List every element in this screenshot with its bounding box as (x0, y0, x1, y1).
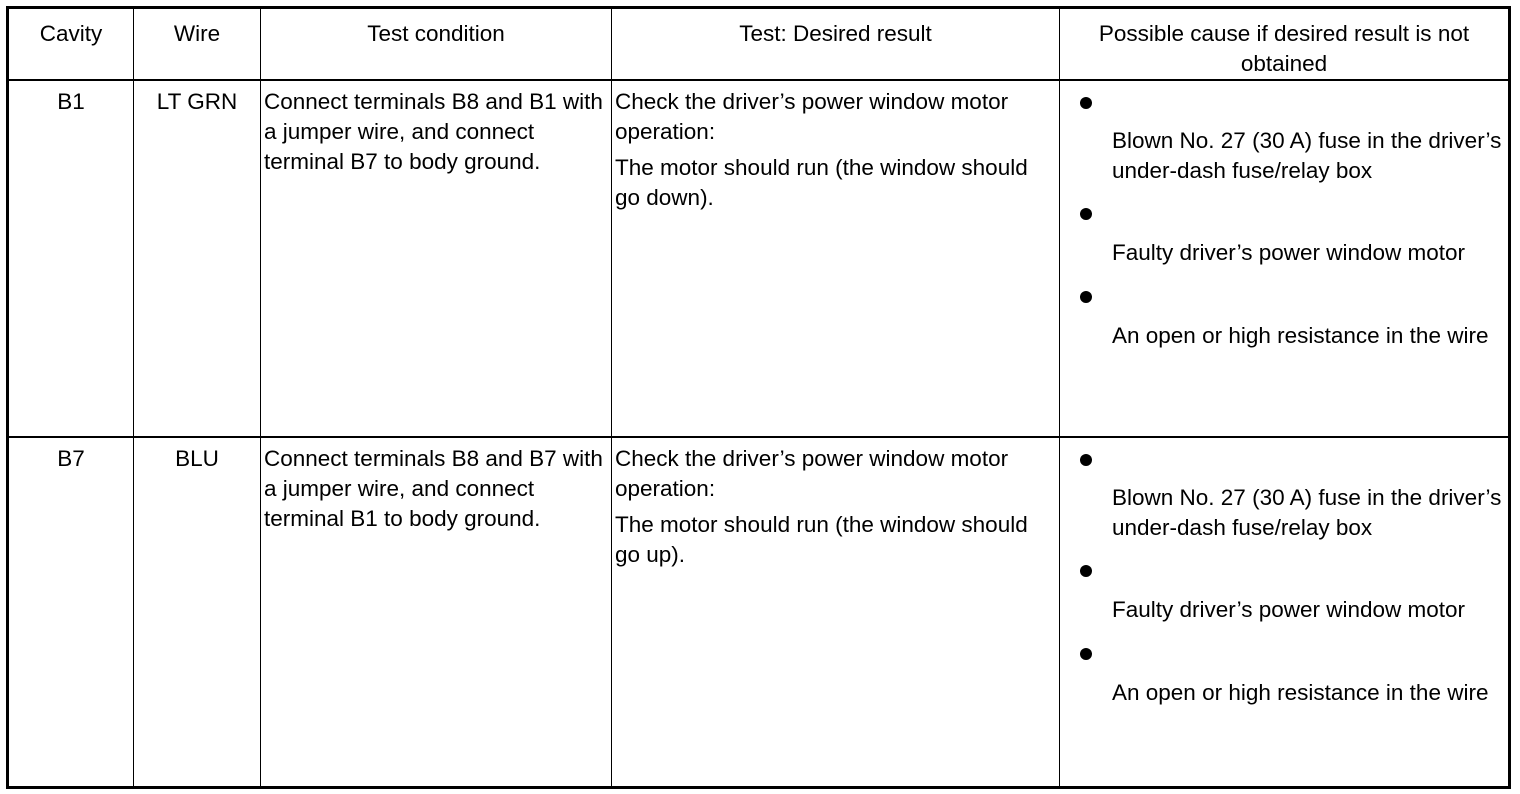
bullet-icon (1060, 638, 1508, 668)
test-condition-cell (261, 437, 612, 788)
header-row (8, 8, 1510, 81)
list-item (1060, 555, 1508, 625)
cavity-cell: B7 (8, 437, 134, 788)
cause-list (1060, 438, 1508, 708)
table-row (8, 437, 1510, 788)
cause-text: An open or high resistance in the wire (1112, 323, 1489, 348)
header-wire: Wire (134, 8, 261, 81)
table-row (8, 80, 1510, 437)
possible-cause-cell (1060, 437, 1510, 788)
cause-text: Faulty driver’s power window motor (1112, 597, 1466, 622)
list-item (1060, 87, 1508, 186)
bullet-icon (1060, 87, 1508, 117)
desired-result-cell (612, 437, 1060, 788)
cause-text: Faulty driver’s power window motor (1112, 240, 1466, 265)
test-condition-cell (261, 80, 612, 437)
wire-color-cell: LT GRN (134, 80, 261, 437)
diagnostic-table (6, 6, 1511, 789)
bullet-icon (1060, 555, 1508, 585)
header-test-condition: Test condition (261, 8, 612, 81)
wire-color-cell: BLU (134, 437, 261, 788)
header-possible-cause: Possible cause if desired result is not obtained (1060, 8, 1510, 81)
header-desired-result: Test: Desired result (612, 8, 1060, 81)
list-item (1060, 198, 1508, 268)
result-expectation: The motor should run (the window should go up). (615, 512, 1028, 567)
desired-result-cell (612, 80, 1060, 437)
list-item (1060, 638, 1508, 708)
bullet-icon (1060, 198, 1508, 228)
cavity-cell: B1 (8, 80, 134, 437)
bullet-icon (1060, 444, 1508, 474)
cause-text: Blown No. 27 (30 A) fuse in the driver’s under-dash fuse/relay box (1112, 128, 1502, 183)
bullet-icon (1060, 281, 1508, 311)
result-expectation: The motor should run (the window should go down). (615, 155, 1028, 210)
cause-text: An open or high resistance in the wire (1112, 680, 1489, 705)
result-instruction: Check the driver’s power window motor operation: (615, 89, 1009, 144)
test-condition-text: Connect terminals B8 and B1 with a jumper wire, and connect terminal B7 to body ground. (264, 89, 603, 174)
header-cavity: Cavity (8, 8, 134, 81)
list-item (1060, 444, 1508, 543)
possible-cause-cell (1060, 80, 1510, 437)
test-condition-text: Connect terminals B8 and B7 with a jumper wire, and connect terminal B1 to body ground. (264, 446, 603, 531)
cause-text: Blown No. 27 (30 A) fuse in the driver’s under-dash fuse/relay box (1112, 485, 1502, 540)
result-instruction: Check the driver’s power window motor operation: (615, 446, 1009, 501)
list-item (1060, 281, 1508, 351)
cause-list (1060, 81, 1508, 351)
